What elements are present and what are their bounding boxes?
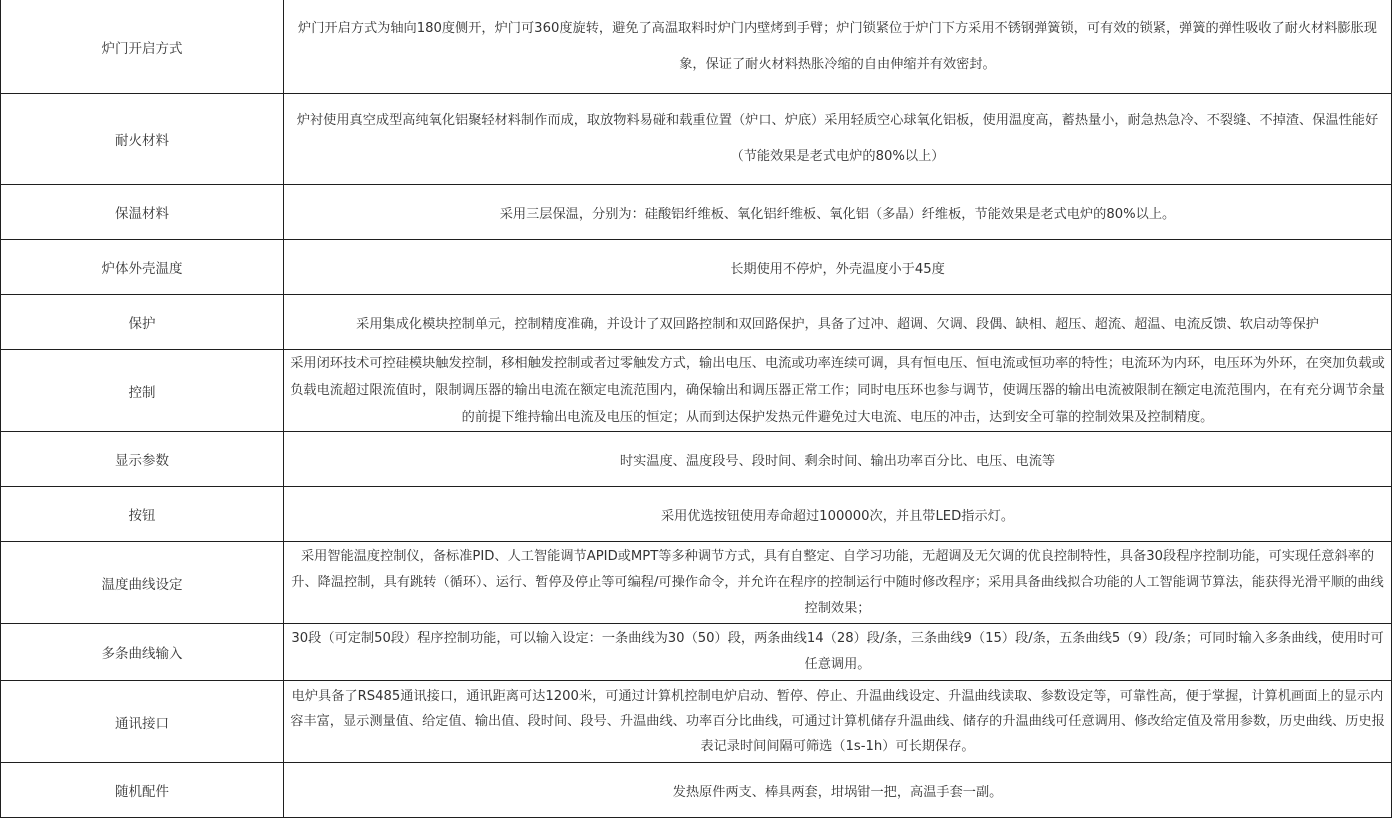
row-value: 采用集成化模块控制单元，控制精度准确，并设计了双回路控制和双回路保护，具备了过冲、超调、欠调、段偶、缺相、超压、超流、超温、电流反馈、软启动等保护 <box>284 295 1392 350</box>
row-label: 保温材料 <box>1 185 284 240</box>
row-label: 温度曲线设定 <box>1 542 284 624</box>
row-value: 30段（可定制50段）程序控制功能，可以输入设定：一条曲线为30（50）段，两条曲线14（28）段/条，三条曲线9（15）段/条，五条曲线5（9）段/条；可同时输入多条曲线，使用时可任意调用。 <box>284 624 1392 681</box>
row-label: 随机配件 <box>1 763 284 818</box>
row-label: 炉门开启方式 <box>1 0 284 94</box>
row-value: 发热原件两支、棒具两套，坩埚钳一把，高温手套一副。 <box>284 763 1392 818</box>
table-row-door-opening <box>1 0 1392 94</box>
table-row-control <box>1 350 1392 432</box>
row-label: 控制 <box>1 350 284 432</box>
table-row-display-parameters <box>1 432 1392 487</box>
row-value: 炉门开启方式为轴向180度侧开，炉门可360度旋转，避免了高温取料时炉门内壁烤到手臂；炉门锁紧位于炉门下方采用不锈钢弹簧锁，可有效的锁紧，弹簧的弹性吸收了耐火材料膨胀现象，保证了耐火材料热胀冷缩的自由伸缩并有效密封。 <box>284 0 1392 94</box>
table-row-insulation <box>1 185 1392 240</box>
row-label: 按钮 <box>1 487 284 542</box>
table-row-accessories <box>1 763 1392 818</box>
table-row-refractory <box>1 94 1392 185</box>
row-value: 长期使用不停炉，外壳温度小于45度 <box>284 240 1392 295</box>
row-value: 电炉具备了RS485通讯接口，通讯距离可达1200米，可通过计算机控制电炉启动、暂停、停止、升温曲线设定、升温曲线读取、参数设定等，可靠性高，便于掌握，计算机画面上的显示内容丰富，显示测量值、给定值、输出值、段时间、段号、升温曲线、功率百分比曲线，可通过计算机储存升温曲线、储存的升温曲线可任意调用、修改给定值及常用参数，历史曲线、历史报表记录时间间隔可筛选（1s-1h）可长期保存。 <box>284 681 1392 763</box>
row-label: 炉体外壳温度 <box>1 240 284 295</box>
table-row-multi-curve-input <box>1 624 1392 681</box>
table-row-shell-temperature <box>1 240 1392 295</box>
row-value: 采用闭环技术可控硅模块触发控制，移相触发控制或者过零触发方式，输出电压、电流或功率连续可调，具有恒电压、恒电流或恒功率的特性；电流环为内环，电压环为外环，在突加负载或负载电流超过限流值时，限制调压器的输出电流在额定电流范围内，确保输出和调压器正常工作；同时电压环也参与调节，使调压器的输出电流被限制在额定电流范围内，在有充分调节余量的前提下维持输出电流及电压的恒定；从而到达保护发热元件避免过大电流、电压的冲击，达到安全可靠的控制效果及控制精度。 <box>284 350 1392 432</box>
row-label: 显示参数 <box>1 432 284 487</box>
row-value: 时实温度、温度段号、段时间、剩余时间、输出功率百分比、电压、电流等 <box>284 432 1392 487</box>
table-row-temperature-curve <box>1 542 1392 624</box>
row-label: 通讯接口 <box>1 681 284 763</box>
row-label: 保护 <box>1 295 284 350</box>
row-value: 采用智能温度控制仪，备标准PID、人工智能调节APID或MPT等多种调节方式，具有自整定、自学习功能，无超调及无欠调的优良控制特性，具备30段程序控制功能，可实现任意斜率的升、降温控制，具有跳转（循环）、运行、暂停及停止等可编程/可操作命令，并允许在程序的控制运行中随时修改程序；采用具备曲线拟合功能的人工智能调节算法，能获得光滑平顺的曲线控制效果； <box>284 542 1392 624</box>
row-value: 采用优选按钮使用寿命超过100000次，并且带LED指示灯。 <box>284 487 1392 542</box>
row-value: 采用三层保温，分别为：硅酸铝纤维板、氧化铝纤维板、氧化铝（多晶）纤维板，节能效果是老式电炉的80%以上。 <box>284 185 1392 240</box>
row-label: 耐火材料 <box>1 94 284 185</box>
table-row-communication <box>1 681 1392 763</box>
table-row-buttons <box>1 487 1392 542</box>
row-label: 多条曲线输入 <box>1 624 284 681</box>
table-row-protection <box>1 295 1392 350</box>
row-value: 炉衬使用真空成型高纯氧化铝聚轻材料制作而成，取放物料易碰和载重位置（炉口、炉底）采用轻质空心球氧化铝板，使用温度高，蓄热量小，耐急热急冷、不裂缝、不掉渣、保温性能好（节能效果是老式电炉的80%以上） <box>284 94 1392 185</box>
